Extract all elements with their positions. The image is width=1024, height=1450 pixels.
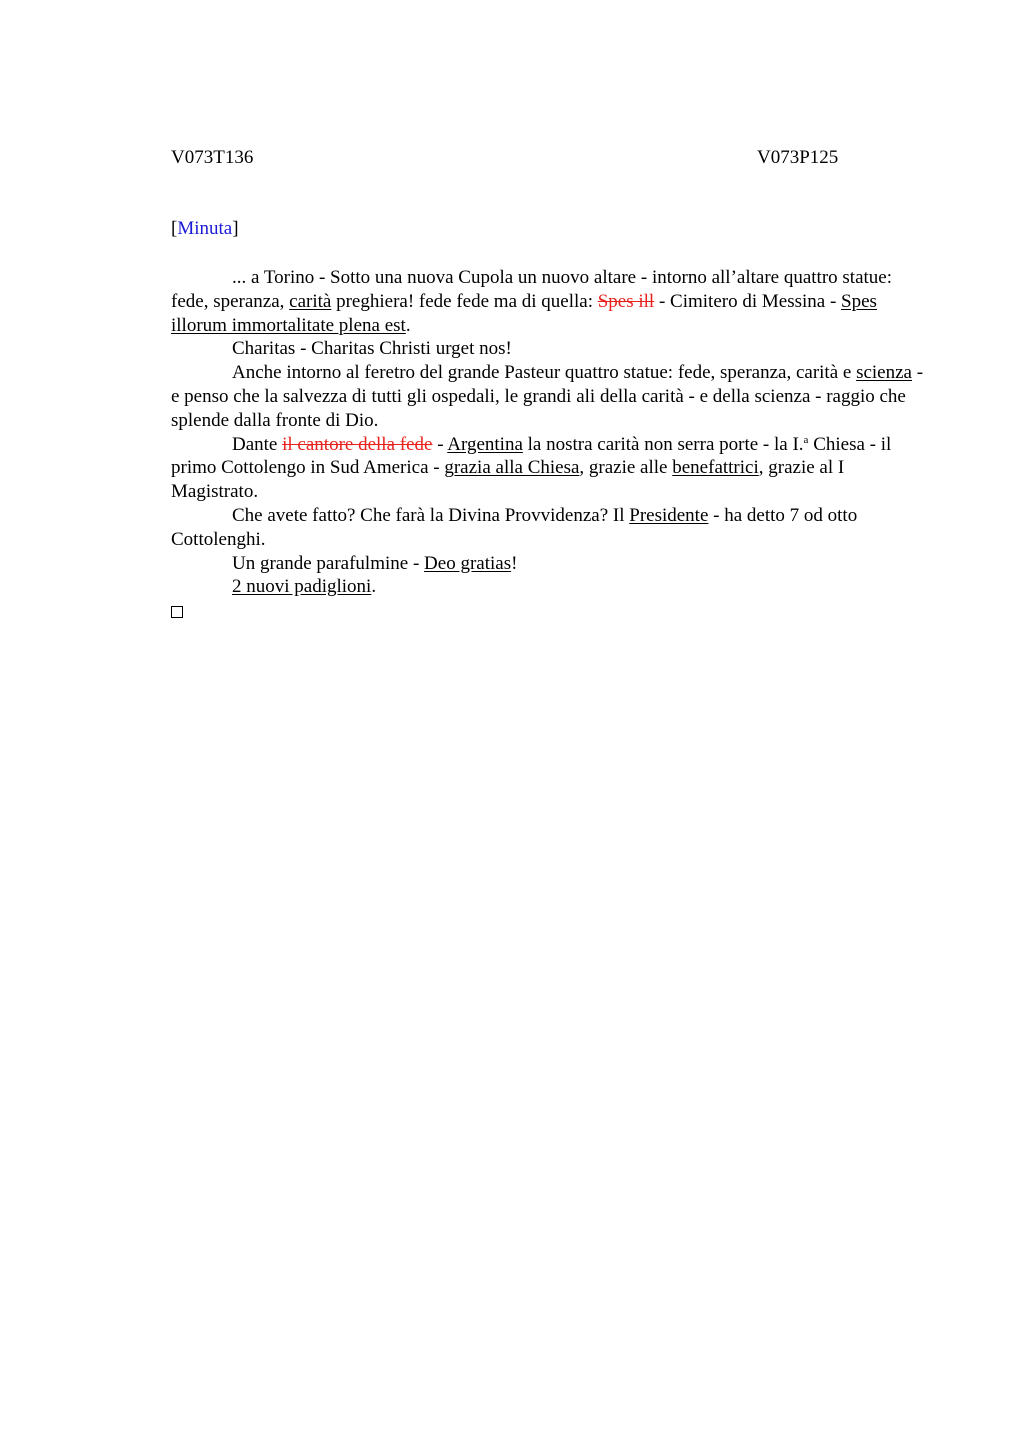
text: ... a Torino - Sotto una nuova Cupola un nuovo altare - intorno all’altare quattro statue: fede, speranza, xyxy=(171,267,892,312)
paragraph-5 xyxy=(171,504,931,552)
underlined-text: illorum immortalitate plena est xyxy=(171,314,406,336)
underlined-text: 2 nuovi padiglioni xyxy=(232,576,372,598)
text: - ha detto 7 od otto Cottolenghi. xyxy=(171,504,858,550)
paragraph-3 xyxy=(171,361,931,432)
paragraph-1 xyxy=(171,266,931,337)
document-code-right: V073P125 xyxy=(757,147,839,168)
label-minuta-link[interactable]: Minuta xyxy=(177,218,233,239)
text: preghiera! fede fede ma di quella: xyxy=(331,290,598,312)
text: - xyxy=(432,433,448,455)
text: ! xyxy=(511,552,518,574)
text: Dante xyxy=(232,433,283,455)
text: Chiesa - il primo Cottolengo in Sud America - xyxy=(171,433,892,479)
label-close-bracket: ] xyxy=(232,218,239,239)
text: , grazie al I Magistrato. xyxy=(171,457,845,503)
underlined-text: grazia alla Chiesa xyxy=(444,457,580,479)
text: , grazie alle xyxy=(579,457,673,479)
text: . xyxy=(371,576,377,598)
paragraph-4 xyxy=(171,433,931,504)
text: la nostra carità non serra porte - la I. xyxy=(522,433,804,455)
paragraph-6 xyxy=(171,552,931,576)
text: - Cimitero di Messina - xyxy=(654,290,842,312)
paragraph-2 xyxy=(171,337,931,361)
text: Charitas - Charitas Christi urget nos! xyxy=(232,338,512,360)
section-label xyxy=(171,218,239,240)
text: Che avete fatto? Che farà la Divina Provvidenza? Il xyxy=(232,504,630,526)
underlined-text: Presidente xyxy=(629,504,709,526)
underlined-text: Argentina xyxy=(447,433,523,455)
underlined-text: Deo gratias xyxy=(424,552,512,574)
document-body xyxy=(171,266,931,618)
text: - e penso che la salvezza di tutti gli ospedali, le grandi ali della carità - e della scienza - raggio che splende dalla fronte di Dio. xyxy=(171,362,924,431)
underlined-text: benefattrici xyxy=(672,457,759,479)
document-code-left: V073T136 xyxy=(171,147,254,168)
underlined-text: carità xyxy=(289,290,332,312)
deleted-text: il cantore della fede xyxy=(282,433,433,455)
underlined-text: Spes xyxy=(841,290,877,312)
paragraph-7 xyxy=(171,575,931,599)
square-outline-icon xyxy=(171,606,183,618)
text: Un grande parafulmine - xyxy=(232,552,425,574)
deleted-text: Spes ill xyxy=(597,290,655,312)
text: . xyxy=(405,314,411,336)
label-open-bracket: [ xyxy=(171,218,178,239)
underlined-text: scienza xyxy=(856,362,912,384)
superscript-text: a xyxy=(803,433,809,446)
text: Anche intorno al feretro del grande Pasteur quattro statue: fede, speranza, carità e xyxy=(232,362,857,384)
